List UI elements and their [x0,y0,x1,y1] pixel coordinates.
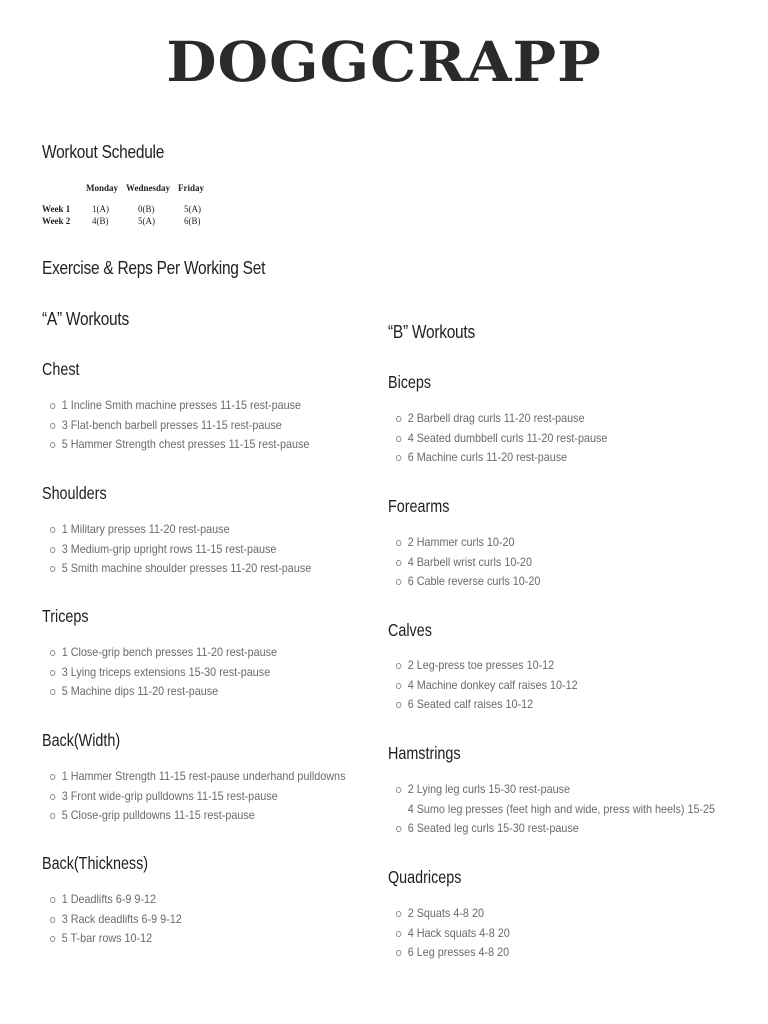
list-item: 3 Rack deadlifts 6-9 9-12 [50,910,182,930]
schedule-cell: 0(B) [138,204,155,214]
bullet-icon [396,663,401,669]
list-item: 2 Lying leg curls 15-30 rest-pause [396,780,715,800]
page-title: DOGGCRAPP [166,29,602,95]
list-item: 6 Seated calf raises 10-12 [396,695,578,715]
schedule-corner [42,182,86,203]
list-item: 6 Seated leg curls 15-30 rest-pause [396,819,715,839]
bullet-icon [396,540,401,546]
list-item: 3 Flat-bench barbell presses 11-15 rest-pause [50,416,309,436]
bullet-icon [50,650,55,656]
day-header: Monday [86,183,119,193]
bullet-icon [396,950,401,956]
bullet-icon [50,813,55,819]
section-title-shoulders: Shoulders [42,483,107,503]
bullet-icon [50,403,55,409]
bullet-icon [396,436,401,442]
quadriceps-exercise-list [396,904,522,963]
schedule-cell: 5(A) [138,216,155,226]
list-item: 2 Barbell drag curls 11-20 rest-pause [396,409,607,429]
list-item: 4 Barbell wrist curls 10-20 [396,553,540,573]
list-item: 3 Lying triceps extensions 15-30 rest-pause [50,663,277,683]
list-item: 2 Leg-press toe presses 10-12 [396,656,578,676]
biceps-exercise-list [396,409,631,468]
list-item: 1 Hammer Strength 11-15 rest-pause underhand pulldowns [50,767,345,787]
section-title-back-thickness: Back(Thickness) [42,853,149,873]
exercise-heading: Exercise & Reps Per Working Set [42,258,266,278]
section-title-hamstrings: Hamstrings [388,743,461,763]
bullet-icon [50,936,55,942]
list-item: 2 Squats 4-8 20 [396,904,510,924]
week-label: Week 1 [42,204,71,214]
bullet-icon [50,794,55,800]
day-header: Friday [178,183,204,193]
list-item: 5 Hammer Strength chest presses 11-15 rest-pause [50,435,309,455]
chest-exercise-list [50,396,338,455]
bullet-icon [50,547,55,553]
section-title-quadriceps: Quadriceps [388,867,462,887]
section-title-forearms: Forearms [388,496,450,516]
list-item: 3 Front wide-grip pulldowns 11-15 rest-pause [50,787,345,807]
schedule-row [42,203,218,215]
section-title-calves: Calves [388,620,432,640]
hamstrings-exercise-list [396,780,751,839]
list-item: 1 Incline Smith machine presses 11-15 rest-pause [50,396,309,416]
list-item: 5 Close-grip pulldowns 11-15 rest-pause [50,806,345,826]
bullet-icon [50,917,55,923]
list-item: 1 Military presses 11-20 rest-pause [50,520,311,540]
bullet-icon [50,442,55,448]
bullet-icon [396,579,401,585]
triceps-exercise-list [50,643,302,702]
schedule-cell: 1(A) [92,204,109,214]
bullet-icon [50,689,55,695]
list-item: 4 Sumo leg presses (feet high and wide, press with heels) 15-25 [407,801,716,816]
schedule-cell: 5(A) [184,204,201,214]
back-thickness-exercise-list [50,890,196,949]
bullet-icon [50,774,55,780]
bullet-icon [396,683,401,689]
forearms-exercise-list [396,533,556,592]
list-item: 4 Seated dumbbell curls 11-20 rest-pause [396,429,607,449]
list-item: 5 Machine dips 11-20 rest-pause [50,682,277,702]
section-title-triceps: Triceps [42,606,89,626]
section-title-biceps: Biceps [388,372,432,392]
list-item: 2 Hammer curls 10-20 [396,533,540,553]
bullet-icon [50,566,55,572]
bullet-icon [50,423,55,429]
list-item: 6 Machine curls 11-20 rest-pause [396,448,607,468]
bullet-icon [50,527,55,533]
schedule-cell: 6(B) [184,216,201,226]
bullet-icon [396,455,401,461]
shoulders-exercise-list [50,520,340,579]
back-width-exercise-list [50,767,378,826]
bullet-icon [396,911,401,917]
list-item: 6 Cable reverse curls 10-20 [396,572,540,592]
list-item: 5 T-bar rows 10-12 [50,929,182,949]
list-item: 1 Deadlifts 6-9 9-12 [50,890,182,910]
list-item: 1 Close-grip bench presses 11-20 rest-pause [50,643,277,663]
list-item: 4 Hack squats 4-8 20 [396,924,510,944]
section-title-chest: Chest [42,359,80,379]
schedule-row [42,215,218,227]
bullet-icon [50,897,55,903]
list-item: 4 Machine donkey calf raises 10-12 [396,676,578,696]
list-item: 6 Leg presses 4-8 20 [396,943,510,963]
schedule-cell: 4(B) [92,216,109,226]
schedule-heading: Workout Schedule [42,142,165,162]
week-label: Week 2 [42,216,71,226]
bullet-icon [396,416,401,422]
bullet-icon [396,931,401,937]
a-workouts-heading: “A” Workouts [42,309,129,329]
schedule-table [42,182,218,227]
list-item: 5 Smith machine shoulder presses 11-20 rest-pause [50,559,311,579]
bullet-icon [396,826,401,832]
section-title-back-width: Back(Width) [42,730,121,750]
bullet-icon [396,560,401,566]
list-item: 3 Medium-grip upright rows 11-15 rest-pause [50,540,311,560]
b-workouts-heading: “B” Workouts [388,322,475,342]
bullet-icon [396,702,401,708]
bullet-icon [396,787,401,793]
calves-exercise-list [396,656,598,715]
day-header: Wednesday [126,183,171,193]
bullet-icon [50,670,55,676]
